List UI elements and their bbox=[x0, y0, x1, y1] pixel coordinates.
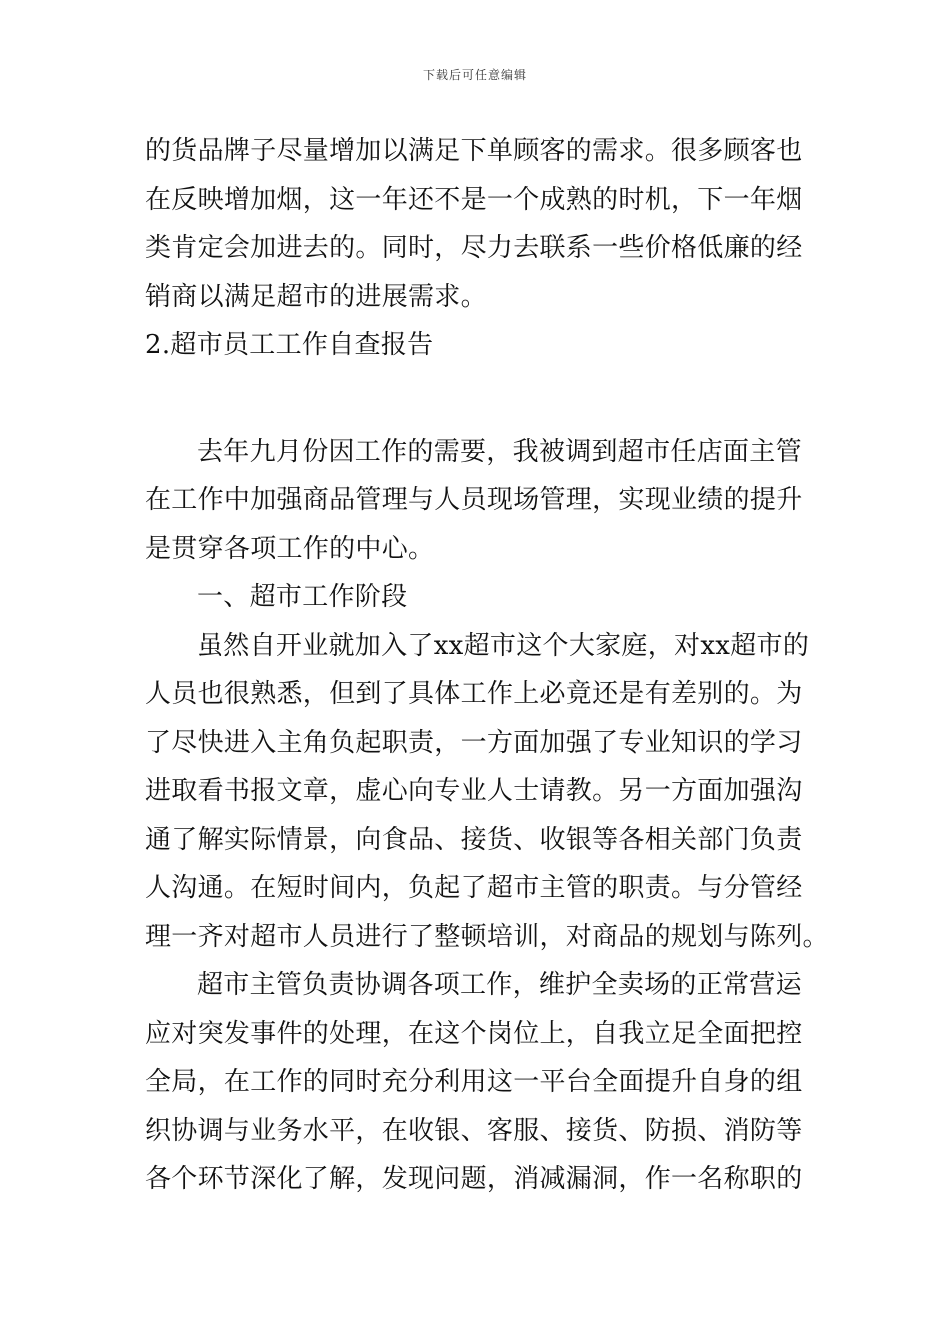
text-line: 虽然自开业就加入了xx超市这个大家庭，对xx超市的 bbox=[197, 630, 810, 661]
text-line: 了尽快进入主角负起职责，一方面加强了专业知识的学习 bbox=[145, 727, 803, 758]
text-line: 超市主管负责协调各项工作，维护全卖场的正常营运 bbox=[197, 970, 802, 1000]
text-line: 理一齐对超市人员进行了整顿培训，对商品的规划与陈列。 bbox=[145, 921, 829, 952]
text-line: 织协调与业务水平，在收银、客服、接货、防损、消防等 bbox=[145, 1115, 803, 1146]
text-line: 人沟通。在短时间内，负起了超市主管的职责。与分管经 bbox=[145, 873, 803, 903]
paragraph-gap bbox=[145, 370, 815, 428]
text-line: 去年九月份因工作的需要，我被调到超市任店面主管 bbox=[197, 436, 802, 467]
text-line: 应对突发事件的处理，在这个岗位上，自我立足全面把控 bbox=[145, 1018, 803, 1049]
text-line: 在反映增加烟，这一年还不是一个成熟的时机，下一年烟 bbox=[145, 184, 803, 215]
document-body bbox=[145, 127, 829, 1204]
subheading: 一、超市工作阶段 bbox=[197, 582, 408, 612]
text-line: 通了解实际情景，向食品、接货、收银等各相关部门负责 bbox=[145, 824, 803, 855]
text-line: 是贯穿各项工作的中心。 bbox=[145, 533, 435, 564]
header-note: 下载后可任意编辑 bbox=[422, 68, 527, 82]
text-line: 人员也很熟悉，但到了具体工作上必竟还是有差别的。为 bbox=[145, 679, 803, 709]
text-line: 全局，在工作的同时充分利用这一平台全面提升自身的组 bbox=[145, 1067, 803, 1097]
text-line: 类肯定会加进去的。同时，尽力去联系一些价格低廉的经 bbox=[145, 233, 803, 263]
text-line: 在工作中加强商品管理与人员现场管理，实现业绩的提升 bbox=[145, 485, 803, 515]
section-title: 2.超市员工工作自查报告 bbox=[145, 330, 434, 360]
text-line: 进取看书报文章，虚心向专业人士请教。另一方面加强沟 bbox=[145, 776, 803, 806]
text-line: 销商以满足超市的进展需求。 bbox=[145, 281, 487, 312]
text-line: 的货品牌子尽量增加以满足下单顾客的需求。很多顾客也 bbox=[145, 136, 803, 166]
text-line: 各个环节深化了解，发现问题，消减漏洞，作一名称职的 bbox=[145, 1164, 803, 1194]
